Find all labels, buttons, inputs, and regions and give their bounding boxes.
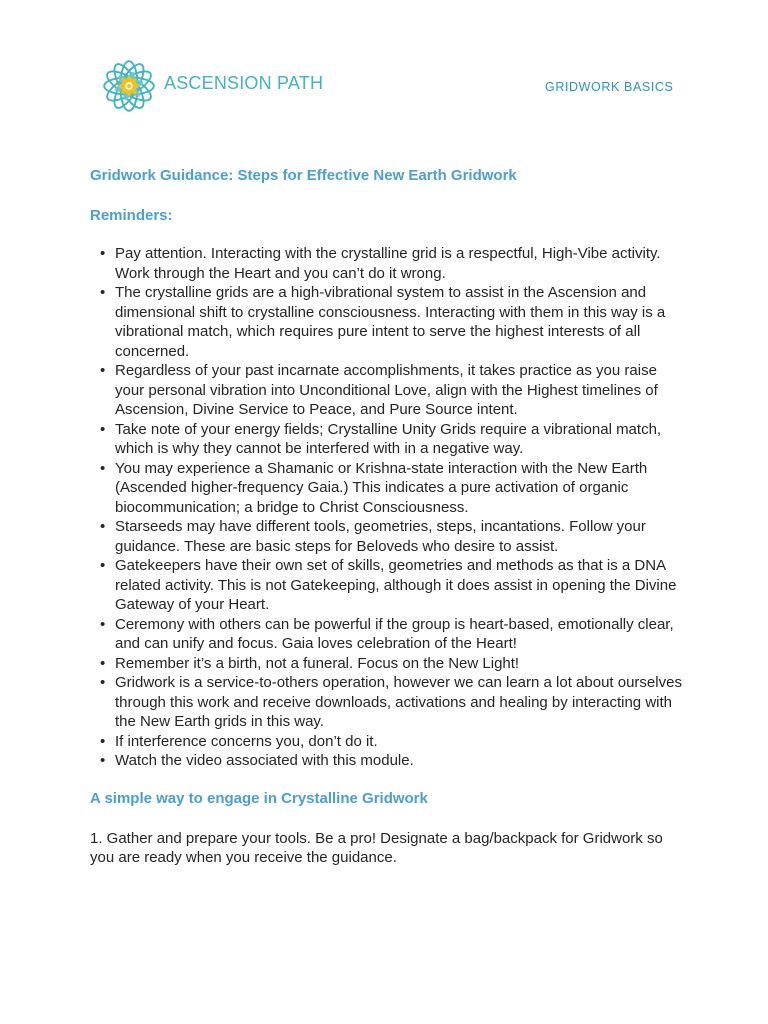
mandala-logo-icon xyxy=(98,55,160,117)
brand-name: ASCENSION PATH xyxy=(164,73,324,93)
list-item: • Ceremony with others can be powerful if the group is heart-based, emotionally clear, and can unify and focus. Gaia loves celebration of the Heart! xyxy=(100,615,690,654)
page-header xyxy=(0,0,768,140)
reminders-heading: Reminders: xyxy=(90,207,173,224)
list-item: • Gatekeepers have their own set of skills, geometries and methods as that is a DNA related activity. This is not Gatekeeping, although it does assist in opening the Divine Gateway of your Heart. xyxy=(100,556,690,615)
list-item: • Take note of your energy fields; Crystalline Unity Grids require a vibrational match, which is why they cannot be interfered with in a negative way. xyxy=(100,420,690,459)
section-label: GRIDWORK BASICS xyxy=(545,80,674,94)
document-body xyxy=(90,166,690,868)
list-item: • You may experience a Shamanic or Krishna-state interaction with the New Earth (Ascended higher-frequency Gaia.) This indicates a pure activation of organic biocommunication; a bridge to Christ Consciousness. xyxy=(100,459,690,518)
list-item: • Watch the video associated with this module. xyxy=(100,751,690,771)
list-item: • Starseeds may have different tools, geometries, steps, incantations. Follow your guidance. These are basic steps for Beloveds who desire to assist. xyxy=(100,517,690,556)
list-item: • Regardless of your past incarnate accomplishments, it takes practice as you raise your personal vibration into Unconditional Love, align with the Highest timelines of Ascension, Divine Service to Peace, and Pure Source intent. xyxy=(100,361,690,420)
engage-heading: A simple way to engage in Crystalline Gridwork xyxy=(90,789,428,807)
document-title: Gridwork Guidance: Steps for Effective New Earth Gridwork xyxy=(90,167,517,184)
list-item: • Remember it’s a birth, not a funeral. Focus on the New Light! xyxy=(100,654,690,674)
list-item: • Pay attention. Interacting with the crystalline grid is a respectful, High-Vibe activity. Work through the Heart and you can’t do it wrong. xyxy=(100,244,690,283)
reminders-list xyxy=(90,244,690,771)
step-1: 1. Gather and prepare your tools. Be a pro! Designate a bag/backpack for Gridwork so you are ready when you receive the guidance. xyxy=(90,829,663,866)
list-item: • If interference concerns you, don’t do it. xyxy=(100,732,690,752)
list-item: • The crystalline grids are a high-vibrational system to assist in the Ascension and dimensional shift to crystalline consciousness. Interacting with them in this way is a vibrational match, which requires pure intent to serve the highest interests of all concerned. xyxy=(100,283,690,361)
list-item: • Gridwork is a service-to-others operation, however we can learn a lot about ourselves through this work and receive downloads, activations and healing by interacting with the New Earth grids in this way. xyxy=(100,673,690,732)
